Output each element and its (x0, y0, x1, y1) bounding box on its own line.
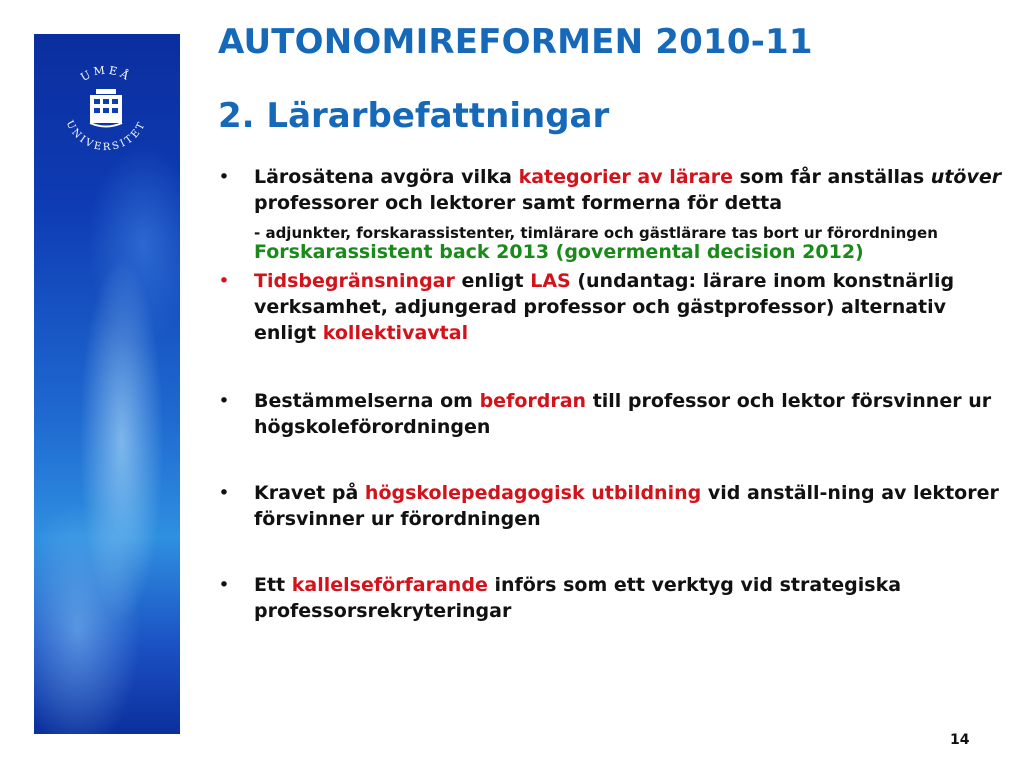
bullet-text: vid anställ-ning av lektorer försvinner ur förordningen (254, 482, 999, 530)
bullet-text: Bestämmelserna om (254, 390, 480, 412)
bullet-text: till professor och lektor försvinner ur högskoleförordningen (254, 390, 992, 438)
highlight-text: högskolepedagogisk utbildning (364, 482, 702, 504)
bullet-text: Lärosätena avgöra vilka (254, 166, 519, 188)
logo-bottom-text: UNIVERSITET (63, 118, 149, 154)
page-title: AUTONOMIREFORMEN 2010-11 (218, 22, 813, 62)
umea-university-logo (56, 58, 156, 158)
highlight-text: LAS (530, 270, 571, 292)
logo-top-text: UMEÅ (78, 63, 134, 85)
page-number: 14 (950, 732, 970, 748)
green-annotation: Forskarassistent back 2013 (govermental decision 2012) (254, 241, 864, 263)
bullet-list (214, 164, 1004, 624)
highlight-text: kollektivavtal (322, 322, 469, 344)
bullet-text: som får anställas (733, 166, 931, 188)
bullet-icon: • (218, 270, 230, 292)
highlight-text: kategorier av lärare (518, 166, 733, 188)
page-subtitle: 2. Lärarbefattningar (218, 96, 610, 136)
sidebar-banner (34, 34, 180, 734)
highlight-text: Tidsbegränsningar (254, 270, 455, 292)
bullet-icon: • (218, 482, 230, 504)
bullet-text: professorer och lektorer samt formerna för detta (254, 192, 783, 214)
emphasis-text: utöver (930, 166, 1002, 188)
bullet-text: Ett (254, 574, 292, 596)
highlight-text: befordran (479, 390, 587, 412)
svg-text:UNIVERSITET (64, 119, 149, 153)
bullet-icon: • (218, 574, 230, 596)
svg-text:UMEÅ (78, 63, 134, 84)
bullet-text: Kravet på (254, 482, 365, 504)
bullet-icon: • (218, 390, 230, 412)
bullet-item-promotion (214, 388, 1004, 440)
bullet-text: enligt (454, 270, 531, 292)
bullet-item-teacher-categories (214, 164, 1004, 216)
highlight-text: kallelseförfarande (291, 574, 488, 596)
bullet-icon: • (218, 166, 230, 188)
sub-note: - adjunkter, forskarassistenter, timlärare och gästlärare tas bort ur förordningen (254, 224, 938, 242)
bullet-item-pedagogy (214, 480, 1004, 532)
bullet-text: införs som ett verktyg vid strategiska professorsrekryteringar (254, 574, 902, 622)
crest-icon (90, 89, 122, 127)
bullet-item-calling-procedure (214, 572, 1004, 624)
bullet-text: (undantag: lärare inom konstnärlig verksamhet, adjungerad professor och gästprofessor) alternativ enligt (254, 270, 955, 344)
bullet-item-time-limits (214, 268, 1004, 346)
